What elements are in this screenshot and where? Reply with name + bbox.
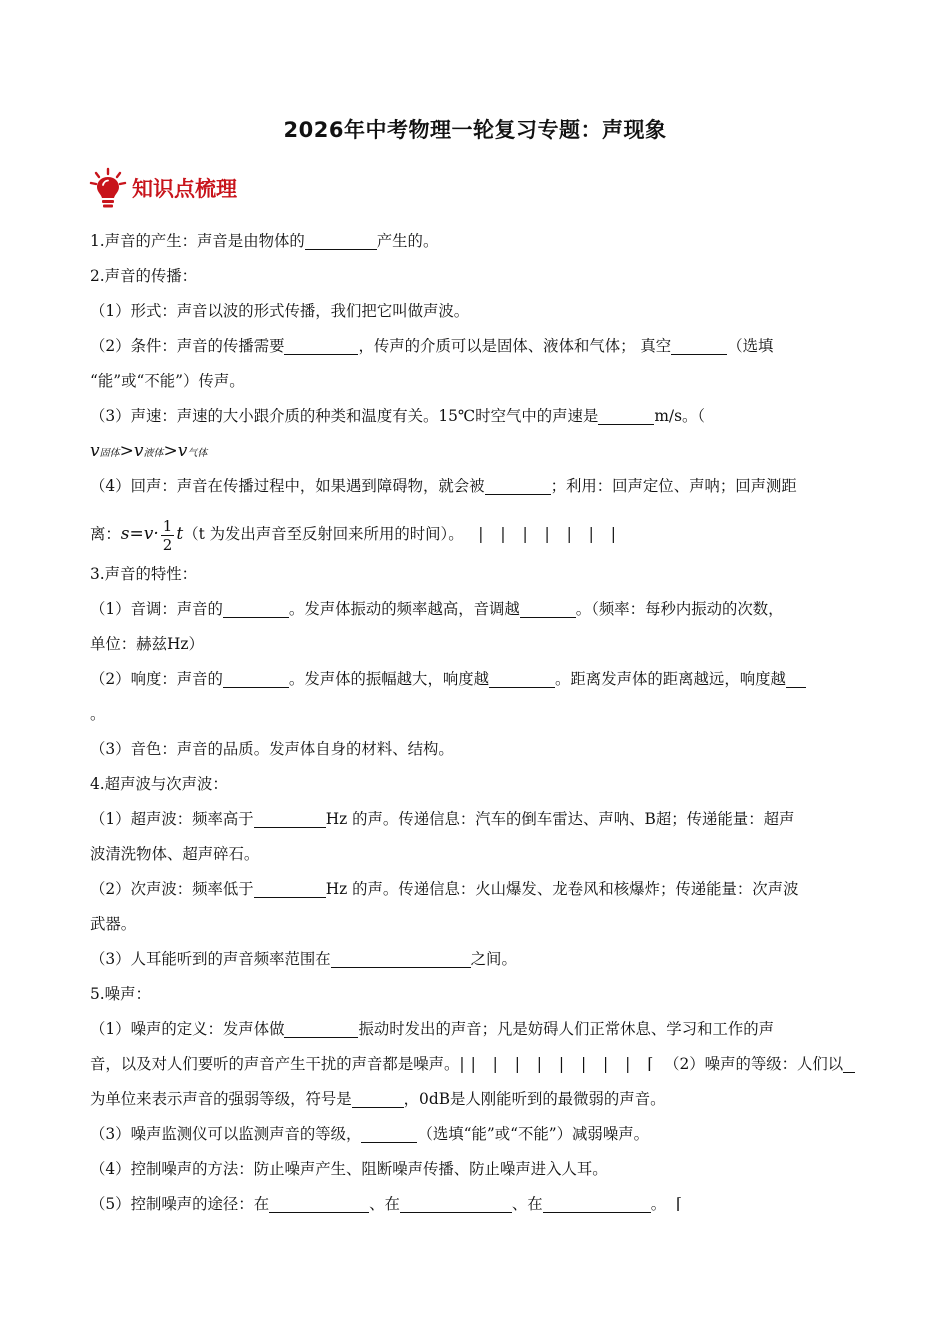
answer-blank[interactable] — [269, 1194, 369, 1213]
subscript: 固体 — [99, 448, 120, 459]
answer-blank[interactable] — [284, 1019, 358, 1038]
answer-blank[interactable] — [352, 1089, 404, 1108]
answer-blank[interactable] — [843, 1054, 855, 1073]
text: （选填“能”或“不能”）减弱噪声。 — [417, 1125, 649, 1143]
text: （1）噪声的定义：发声体做 — [90, 1020, 285, 1038]
item-pitch-cont: 单位：赫兹Hz） — [90, 635, 204, 653]
math-var: v — [133, 441, 144, 461]
text: 1.声音的产生：声音是由物体的 — [90, 232, 305, 250]
item-hearing-range — [90, 942, 855, 977]
text: 、在 — [511, 1195, 543, 1213]
numerator: 1 — [162, 516, 173, 535]
answer-blank[interactable] — [520, 599, 576, 618]
item-noise-paths — [90, 1187, 855, 1222]
item-timbre: （3）音色：声音的品质。发声体自身的材料、结构。 — [90, 740, 454, 758]
item-pitch — [90, 592, 855, 627]
math-op: · — [153, 524, 159, 544]
text: ，传声的介质可以是固体、液体和气体； 真空 — [358, 337, 672, 355]
item-form: （1）形式：声音以波的形式传播，我们把它叫做声波。 — [90, 302, 470, 320]
math-var: v — [177, 441, 188, 461]
text: 振动时发出的声音；凡是妨碍人们正常休息、学习和工作的声 — [358, 1020, 775, 1038]
fraction — [161, 517, 175, 554]
text: 离： — [90, 525, 121, 543]
page-title: 2026年中考物理一轮复习专题：声现象 — [283, 118, 667, 142]
answer-blank[interactable] — [400, 1194, 512, 1213]
math-op: = — [129, 524, 144, 544]
math-var: t — [176, 524, 184, 544]
text: 。发声体振动的频率越高，音调越 — [288, 600, 520, 618]
section-header — [88, 164, 237, 212]
math-op: > — [163, 441, 178, 461]
item-noise-methods: （4）控制噪声的方法：防止噪声产生、阻断噪声传播、防止噪声进入人耳。 — [90, 1160, 608, 1178]
answer-blank[interactable] — [598, 406, 654, 425]
item-loudness-cont: 。 — [90, 705, 106, 723]
item-ultrasound — [90, 802, 855, 837]
text: ，0dB是人刚能听到的最微弱的声音。 — [403, 1090, 666, 1108]
answer-blank[interactable] — [543, 1194, 651, 1213]
answer-blank[interactable] — [254, 809, 326, 828]
knowledge-points — [90, 224, 855, 1222]
text: （4）回声：声音在传播过程中，如果遇到障碍物，就会被 — [90, 477, 485, 495]
item-ultrasound-cont: 波清洗物体、超声碎石。 — [90, 845, 260, 863]
item-heading: 5.噪声： — [90, 985, 151, 1003]
item-infrasound — [90, 872, 855, 907]
text: （2）条件：声音的传播需要 — [90, 337, 285, 355]
text: 产生的。 — [376, 232, 439, 250]
answer-blank[interactable] — [485, 476, 551, 495]
text: 为单位来表示声音的强弱等级，符号是 — [90, 1090, 352, 1108]
math-var: s — [120, 524, 130, 544]
text: 。距离发声体的距离越远，响度越 — [555, 670, 786, 688]
text: m/s。（ — [654, 407, 706, 425]
item-loudness — [90, 662, 855, 697]
answer-blank[interactable] — [284, 336, 358, 355]
item-speed — [90, 399, 855, 434]
answer-blank[interactable] — [223, 599, 289, 618]
text: （3）人耳能听到的声音频率范围在 — [90, 950, 331, 968]
answer-blank[interactable] — [489, 669, 555, 688]
text: （3）声速：声速的大小跟介质的种类和温度有关。15℃时空气中的声速是 — [90, 407, 599, 425]
item-noise-definition-cont — [90, 1047, 855, 1082]
text: 、在 — [369, 1195, 400, 1213]
text: ；利用：回声定位、声呐；回声测距 — [550, 477, 797, 495]
answer-blank[interactable] — [223, 669, 289, 688]
stray-mark: ⌈ — [675, 1195, 682, 1213]
stray-marks: | | | | | | | — [478, 525, 622, 543]
answer-blank[interactable] — [671, 336, 727, 355]
math-var: v — [90, 441, 100, 461]
answer-blank[interactable] — [361, 1124, 417, 1143]
text: 。 — [650, 1195, 667, 1213]
text: （3）噪声监测仪可以监测声音的等级， — [90, 1125, 362, 1143]
item-speed-formula — [90, 434, 855, 469]
item-heading: 3.声音的特性： — [90, 565, 198, 583]
item-condition-cont: “能”或“不能”）传声。 — [90, 372, 245, 390]
subscript: 液体 — [143, 448, 164, 459]
text: （5）控制噪声的途径：在 — [90, 1195, 270, 1213]
text: 音，以及对人们要听的声音产生干扰的声音都是噪声。 — [90, 1055, 460, 1073]
text: （2）响度：声音的 — [90, 670, 223, 688]
math-op: > — [119, 441, 134, 461]
item-noise-definition — [90, 1012, 855, 1047]
text: Hz 的声。传递信息：汽车的倒车雷达、声呐、B超；传递能量：超声 — [325, 810, 795, 828]
item-noise-level — [90, 1082, 855, 1117]
answer-blank[interactable] — [254, 879, 326, 898]
text: （2）噪声的等级：人们以 — [664, 1055, 844, 1073]
answer-blank[interactable] — [786, 669, 806, 688]
subscript: 气体 — [187, 448, 208, 459]
item-heading: 2.声音的传播： — [90, 267, 198, 285]
text: （2）次声波：频率低于 — [90, 880, 254, 898]
item-noise-monitor — [90, 1117, 855, 1152]
item-sound-production — [90, 224, 855, 259]
text: 之间。 — [470, 950, 517, 968]
lightbulb-icon — [88, 167, 128, 209]
item-condition — [90, 329, 855, 364]
item-infrasound-cont: 武器。 — [90, 915, 137, 933]
section-label: 知识点梳理 — [132, 177, 237, 201]
item-echo — [90, 469, 855, 504]
item-heading: 4.超声波与次声波： — [90, 775, 228, 793]
answer-blank[interactable] — [305, 231, 377, 250]
text: （1）音调：声音的 — [90, 600, 223, 618]
text: （选填 — [727, 337, 774, 355]
text: （t 为发出声音至反射回来所用的时间）。 — [183, 525, 464, 543]
text: 。（频率：每秒内振动的次数， — [575, 600, 784, 618]
stray-marks: || | | | | | | | ⌈ — [459, 1055, 660, 1073]
item-echo-formula — [90, 512, 855, 557]
text: （1）超声波：频率高于 — [90, 810, 254, 828]
denominator: 2 — [162, 535, 173, 554]
answer-blank[interactable] — [331, 949, 471, 968]
text: 。发声体的振幅越大，响度越 — [288, 670, 490, 688]
math-var: v — [143, 524, 154, 544]
text: Hz 的声。传递信息：火山爆发、龙卷风和核爆炸；传递能量：次声波 — [325, 880, 799, 898]
